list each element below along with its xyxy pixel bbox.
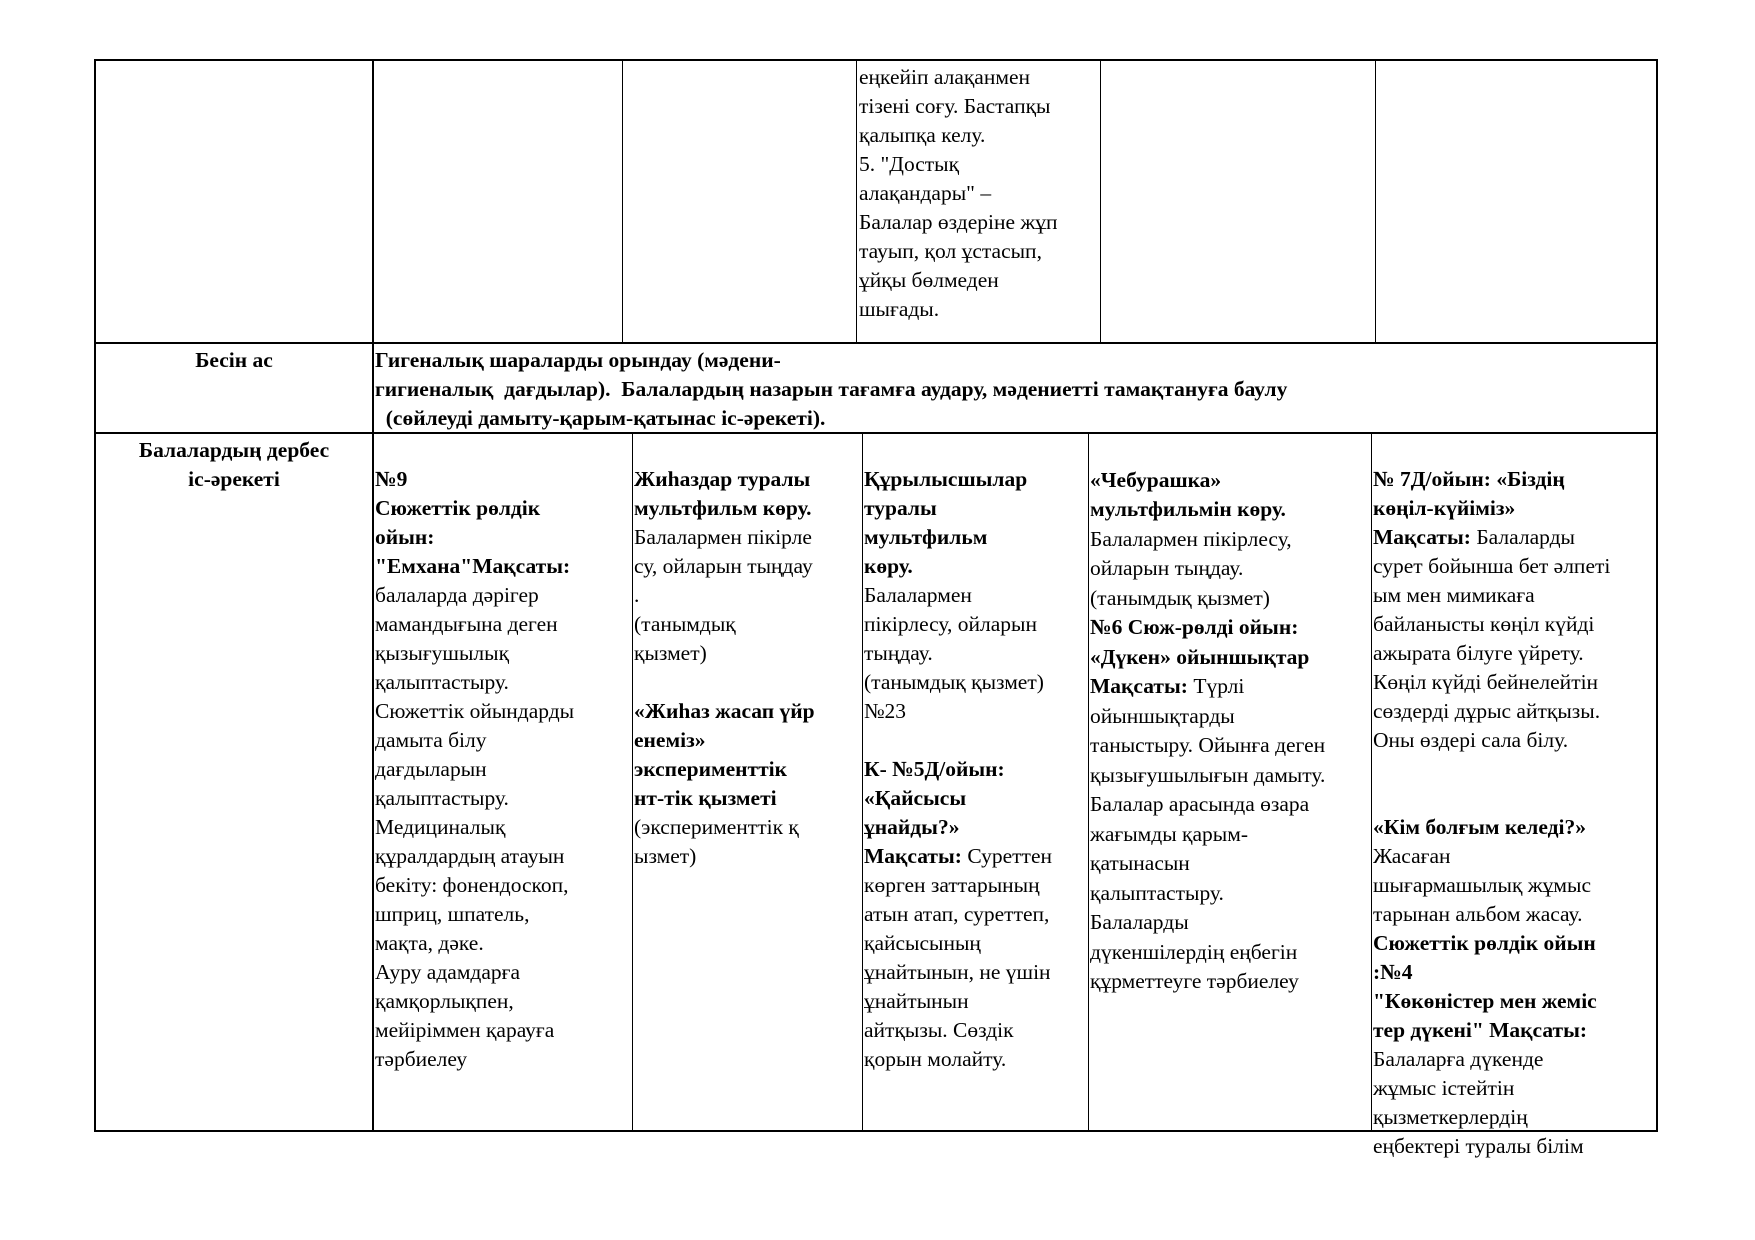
row3-col3 [864, 436, 1087, 1128]
row3-col4 [1090, 436, 1370, 1128]
row3-label: Балалардың дербес іс-әрекеті [138, 438, 330, 491]
row3-col-divider-4 [1371, 432, 1372, 1131]
table-border-top [94, 59, 1658, 61]
col3-text-1: Балалармен пікірлесу, ойларын тыңдау. (танымдық қызмет) №23 [864, 583, 1044, 723]
row2-line-3: (сөйлеуді дамыту-қарым-қатынас іс-әрекеті). [375, 406, 826, 430]
row3-col5 [1373, 436, 1655, 1158]
row2-label: Бесін ас [195, 348, 273, 372]
col3-title-1: Құрылысшылар туралы мультфильм көру. [864, 467, 1028, 578]
col4-text-2: Түрлі ойыншықтарды таныстыру. Ойынға деген қызығушылығын дамыту. Балалар арасында өзара жағымды қарым- қатынасын қалыптастыру. Балаларды дүкеншілердің еңбегін құрметтеуге тәрбиелеу [1090, 674, 1326, 993]
table-border-right [1656, 59, 1658, 1132]
col5-title-1: № 7Д/ойын: «Біздің көңіл-күйіміз» Мақсаты: [1373, 467, 1565, 549]
col5-title-3: Сюжеттік рөлдік ойын :№4 "Көкөністер мен жеміс тер дүкені" Мақсаты: [1373, 931, 1597, 1042]
col5-text-3: Балаларға дүкенде жұмыс істейтін қызметкерлердің еңбектері туралы білім [1373, 1047, 1584, 1158]
col5-title-2: «Кім болғым келеді?» [1373, 815, 1586, 839]
row3-col2 [634, 436, 861, 1128]
row2-line-2: гигиеналық дағдылар). Балалардың назарын тағамға аудару, мәдениетті тамақтануға баулу [375, 377, 1288, 401]
table-border-left [94, 59, 96, 1132]
col2-text-1: Балалармен пікірле су, ойларын тыңдау . (танымдық қызмет) [634, 525, 813, 665]
col3-text-2: Суреттен көрген заттарының атын атап, суреттеп, қайсысының ұнайтынын, не үшін ұнайтынын айтқызы. Сөздік қорын молайту. [864, 844, 1053, 1071]
col3-title-2: К- №5Д/ойын: «Қайсысы ұнайды?» Мақсаты: [864, 757, 1005, 868]
row1-col-divider-1 [622, 59, 623, 343]
row-divider-1 [94, 342, 1658, 344]
col2-title-1: Жиһаздар туралы мультфильм көру. [634, 467, 812, 520]
row1-col4-text: еңкейіп алақанмен тізені соғу. Бастапқы қалыпқа келу. 5. "Достық алақандары" – Балалар өздеріне жұп тауып, қол ұстасып, ұйқы бөлмеден шығады. [859, 65, 1058, 321]
col5-text-1: Балаларды сурет бойынша бет әлпеті ым мен мимикаға байланысты көңіл күйді ажырата білуге үйрету. Көңіл күйді бейнелейтін сөздерді дұрыс айтқызы. Оны өздері сала білу. [1373, 525, 1611, 752]
row1-col-divider-3 [1100, 59, 1101, 343]
row3-col1 [375, 436, 631, 1128]
label-col-divider [372, 59, 374, 1132]
row2-line-1: Гигеналық шараларды орындау (мәдени- [375, 348, 781, 372]
col4-title-2: №6 Сюж-рөлді ойын: «Дүкен» ойыншықтар Мақсаты: [1090, 615, 1310, 698]
col2-title-2: «Жиһаз жасап үйр енеміз» эксперименттік нт-тік қызметі [634, 699, 815, 810]
col2-text-2: (эксперименттік қ ызмет) [634, 815, 799, 868]
col5-text-2: Жасаған шығармашылық жұмыс тарынан альбом жасау. [1373, 844, 1591, 926]
col4-text-1: Балалармен пікірлесу, ойларын тыңдау. (танымдық қызмет) [1090, 526, 1292, 610]
col1-text: балаларда дәрігер мамандығына деген қызығушылық қалыптастыру. Сюжеттік ойындарды дамыта білу дағдыларын қалыптастыру. Медициналық құралдардың атауын бекіту: фонендоскоп, шприц, шпатель, мақта, дәке. Ауру адамдарға қамқорлықпен, мейіріммен қарауға тәрбиелеу [375, 583, 575, 1071]
row3-col-divider-3 [1088, 432, 1089, 1131]
row1-col-divider-4 [1375, 59, 1376, 343]
col1-title: №9 Сюжеттік рөлдік ойын: "Емхана"Мақсаты: [375, 467, 571, 578]
row3-col-divider-2 [862, 432, 863, 1131]
col4-title-1: «Чебурашка» мультфильмін көру. [1090, 467, 1286, 521]
row1-col-divider-2 [856, 59, 857, 343]
row3-col-divider-1 [632, 432, 633, 1131]
